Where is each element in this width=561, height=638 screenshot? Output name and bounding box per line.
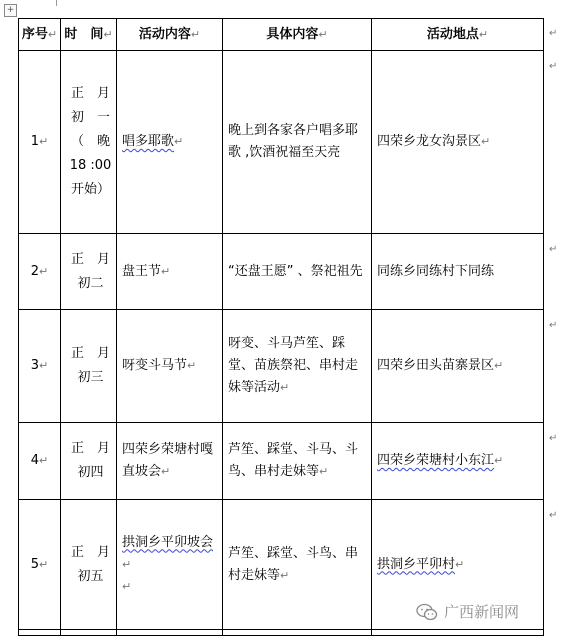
activity-cell: 呀变斗马节↵: [117, 310, 223, 423]
time-cell: 正 月 初三: [61, 310, 117, 423]
row-end-mark: ↵: [549, 61, 558, 72]
activity-table: [18, 18, 544, 636]
seq-cell: 2↵: [19, 234, 61, 310]
location-cell: 同练乡同练村下同练: [372, 234, 544, 310]
wechat-icon: [416, 603, 438, 621]
location-cell: 四荣乡荣塘村小东江↵: [372, 423, 544, 500]
location-cell: 四荣乡田头苗寨景区↵: [372, 310, 544, 423]
table-move-handle-icon[interactable]: +: [4, 4, 17, 17]
ruler-tick: [56, 0, 57, 6]
table-row: [19, 310, 544, 423]
time-cell: 正 月 初二: [61, 234, 117, 310]
table-row-partial: [19, 630, 544, 636]
table-row: [19, 234, 544, 310]
detail-cell: 芦笙、踩堂、斗鸟、串村走妹等↵: [223, 500, 372, 630]
seq-cell: 3↵: [19, 310, 61, 423]
row-end-mark: ↵: [549, 320, 558, 331]
table-row: [19, 51, 544, 234]
watermark-text: 广西新闻网: [444, 603, 520, 621]
time-cell: 正 月 初 一 （ 晚 18 :00 开始）: [61, 51, 117, 234]
detail-cell: 晚上到各家各户唱多耶歌 ,饮酒祝福至天亮: [223, 51, 372, 234]
header-time: 时 间↵: [61, 19, 117, 51]
row-end-mark: ↵: [549, 433, 558, 444]
location-cell: 四荣乡龙女沟景区↵: [372, 51, 544, 234]
row-end-mark: ↵: [549, 510, 558, 521]
time-cell: 正 月 初五: [61, 500, 117, 630]
seq-cell: 1↵: [19, 51, 61, 234]
detail-cell: “还盘王愿” 、祭祀祖先: [223, 234, 372, 310]
header-detail: 具体内容↵: [223, 19, 372, 51]
activity-cell: 盘王节↵: [117, 234, 223, 310]
row-end-mark: ↵: [549, 244, 558, 255]
header-activity: 活动内容↵: [117, 19, 223, 51]
seq-cell: 4↵: [19, 423, 61, 500]
time-cell: 正 月 初四: [61, 423, 117, 500]
detail-cell: 呀变、斗马芦笙、踩堂、苗族祭祀、串村走妹等活动↵: [223, 310, 372, 423]
activity-cell: 唱多耶歌↵: [117, 51, 223, 234]
location-cell: 拱洞乡平卯村↵: [372, 500, 544, 630]
header-seq: 序号↵: [19, 19, 61, 51]
header-location: 活动地点↵: [372, 19, 544, 51]
row-end-mark: ↵: [549, 28, 558, 39]
detail-cell: 芦笙、踩堂、斗马、斗鸟、串村走妹等↵: [223, 423, 372, 500]
table-header-row: [19, 19, 544, 51]
seq-cell: 5↵: [19, 500, 61, 630]
activity-cell: 拱洞乡平卯坡会↵ ↵: [117, 500, 223, 630]
activity-cell: 四荣乡荣塘村嘎直坡会↵: [117, 423, 223, 500]
table-row: [19, 423, 544, 500]
watermark: [416, 601, 519, 622]
